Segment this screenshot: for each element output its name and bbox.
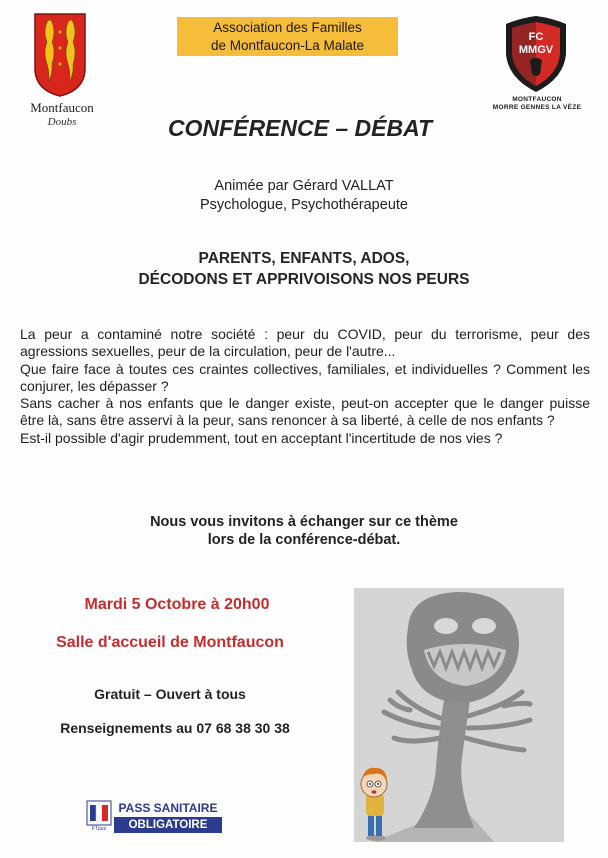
town-name: Montfaucon	[30, 100, 94, 115]
pass-line-1: PASS SANITAIRE	[118, 801, 218, 815]
topic-line-1: PARENTS, ENFANTS, ADOS,	[198, 250, 410, 267]
body-paragraph: Que faire face à toutes ces craintes collectives, familiales, et individuelles ? Comment les conjurer, les dépasser ?	[20, 360, 590, 394]
fc-mmgv-badge-logo	[500, 14, 572, 94]
presenter-name: Animée par Gérard VALLAT	[214, 178, 394, 194]
club-name-line-1: MONTFAUCON	[512, 96, 562, 103]
association-banner	[177, 17, 398, 56]
page-title: CONFÉRENCE – DÉBAT	[167, 115, 433, 141]
shadow-monster-illustration	[354, 588, 564, 842]
event-place: Salle d'accueil de Montfaucon	[56, 634, 284, 651]
montfaucon-crest-logo	[33, 12, 87, 98]
invite-line-2: lors de la conférence-débat.	[207, 532, 401, 548]
body-paragraph: Sans cacher à nos enfants que le danger existe, peut-on accepter que le danger puisse être là, sans être asservi à la peur, sans renoncer à sa liberté, à celle de nos enfants ?	[20, 395, 590, 429]
town-region: Doubs	[47, 116, 77, 128]
body-paragraph: Est-il possible d'agir prudemment, tout en acceptant l'incertitude de nos vies ?	[20, 429, 503, 446]
event-date: Mardi 5 Octobre à 20h00	[84, 596, 270, 613]
club-badge-top: FC	[528, 31, 544, 43]
admission-info: Gratuit – Ouvert à tous	[94, 686, 246, 702]
body-text	[20, 326, 590, 447]
pass-sanitaire-badge	[86, 800, 226, 834]
club-name-line-2: MORRE GENNES LA VÈZE	[492, 104, 582, 111]
pass-line-2: OBLIGATOIRE	[114, 817, 222, 833]
association-line-1: Association des Familles	[213, 19, 362, 35]
club-badge-main: MMGV	[518, 44, 554, 56]
body-paragraph: La peur a contaminé notre société : peur du COVID, peur du terrorisme, peur des agressions sexuelles, peur de la circulation, peur de l'autre...	[20, 326, 590, 360]
contact-info: Renseignements au 07 68 38 30 38	[60, 720, 290, 736]
topic-line-2: DÉCODONS ET APPRIVOISONS NOS PEURS	[138, 271, 470, 288]
invite-line-1: Nous vous invitons à échanger sur ce thème	[150, 514, 458, 530]
association-line-2: de Montfaucon-La Malate	[210, 37, 365, 53]
pass-logo-text: FTpus	[91, 826, 107, 832]
presenter-profession: Psychologue, Psychothérapeute	[200, 197, 408, 213]
